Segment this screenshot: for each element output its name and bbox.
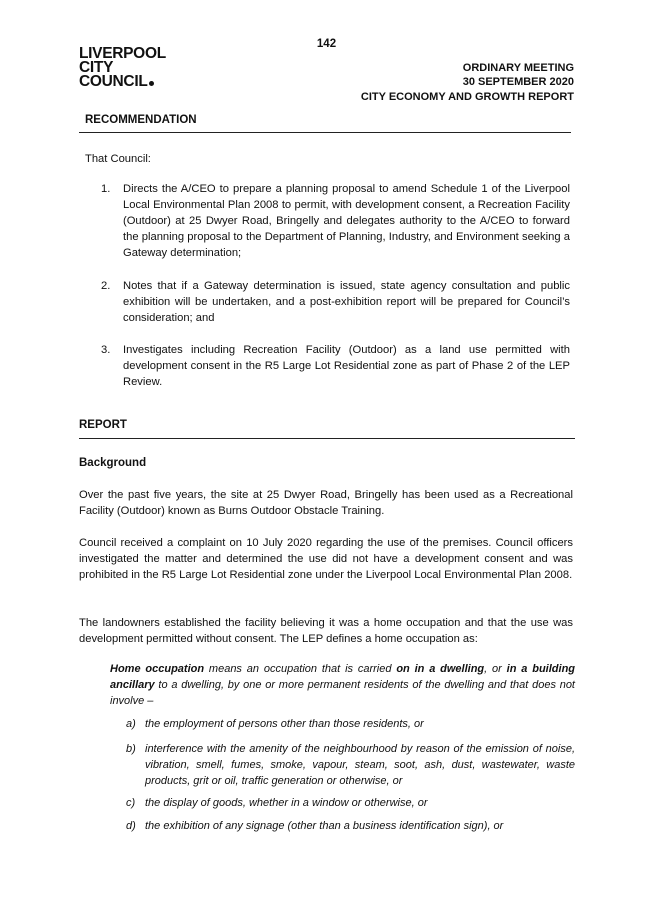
recommendation-item-3-number: 3. xyxy=(101,344,111,356)
logo-line-3: COUNCIL xyxy=(79,75,166,89)
definition-item-a-letter: a) xyxy=(126,718,136,730)
recommendation-heading: RECOMMENDATION xyxy=(85,114,197,126)
logo-line-2: CITY xyxy=(79,59,114,76)
meeting-date: 30 SEPTEMBER 2020 xyxy=(462,76,574,88)
report-name: CITY ECONOMY AND GROWTH REPORT xyxy=(360,91,574,103)
recommendation-item-1-number: 1. xyxy=(101,183,111,195)
council-logo xyxy=(79,47,166,89)
definition-item-c-letter: c) xyxy=(126,797,136,809)
report-paragraph-3: The landowners established the facility believing it was a home occupation and that the use was development permitted without consent. The LEP defines a home occupation as: xyxy=(79,617,573,645)
meeting-info xyxy=(463,61,574,89)
recommendation-item-1-text: Directs the A/CEO to prepare a planning proposal to amend Schedule 1 of the Liverpool Local Environmental Plan 2008 to permit, with development consent, a Recreation Facility (Outdoor) at 25 Dwyer Road, Bringelly and delegates authority to the A/CEO to forward the planning proposal to the Department of Planning, Industry, and Environment seeking a Gateway determination; xyxy=(123,183,570,259)
recommendation-rule xyxy=(79,132,571,133)
definition-item-a-text: the employment of persons other than those residents, or xyxy=(145,718,424,730)
definition-item-b-letter: b) xyxy=(126,743,136,755)
definition-item-c-text: the display of goods, whether in a window or otherwise, or xyxy=(145,797,428,809)
report-heading: REPORT xyxy=(79,419,127,431)
logo-dot-icon xyxy=(149,81,154,86)
report-rule xyxy=(79,438,575,439)
logo-line-1: LIVERPOOL xyxy=(79,45,166,62)
definition-item-d-text: the exhibition of any signage (other than a business identification sign), or xyxy=(145,820,504,832)
recommendation-item-3-text: Investigates including Recreation Facility (Outdoor) as a land use permitted with development consent in the R5 Large Lot Residential zone as part of Phase 2 of the LEP Review. xyxy=(123,344,570,388)
background-subheading: Background xyxy=(79,457,147,469)
definition-item-d-letter: d) xyxy=(126,820,136,832)
definition-term: Home occupation xyxy=(110,663,205,675)
report-paragraph-1: Over the past five years, the site at 25 Dwyer Road, Bringelly has been used as a Recreational Facility (Outdoor) known as Burns Outdoor Obstacle Training. xyxy=(79,489,573,517)
page-number: 142 xyxy=(316,38,337,50)
definition-item-b-text: interference with the amenity of the neighbourhood by reason of the emission of noise, vibration, smell, fumes, smoke, vapour, steam, soot, ash, dust, wastewater, waste products, grit or oil, traffic generation or otherwise, or xyxy=(145,743,575,787)
meeting-type: ORDINARY MEETING xyxy=(462,62,574,74)
report-paragraph-2: Council received a complaint on 10 July 2020 regarding the use of the premises. Council officers investigated the matter and determined the use did not have a development consent and was prohibited in the R5 Large Lot Residential zone under the Liverpool Local Environmental Plan 2008. xyxy=(79,537,573,581)
home-occupation-definition: Home occupation means an occupation that is carried on in a dwelling, or in a building ancillary to a dwelling, by one or more permanent residents of the dwelling and that does not involve – xyxy=(110,663,576,707)
recommendation-item-2-text: Notes that if a Gateway determination is issued, state agency consultation and public exhibition will be undertaken, and a post-exhibition report will be prepared for Council’s consideration; and xyxy=(123,280,570,324)
recommendation-item-2-number: 2. xyxy=(101,280,111,292)
recommendation-intro: That Council: xyxy=(85,153,151,165)
